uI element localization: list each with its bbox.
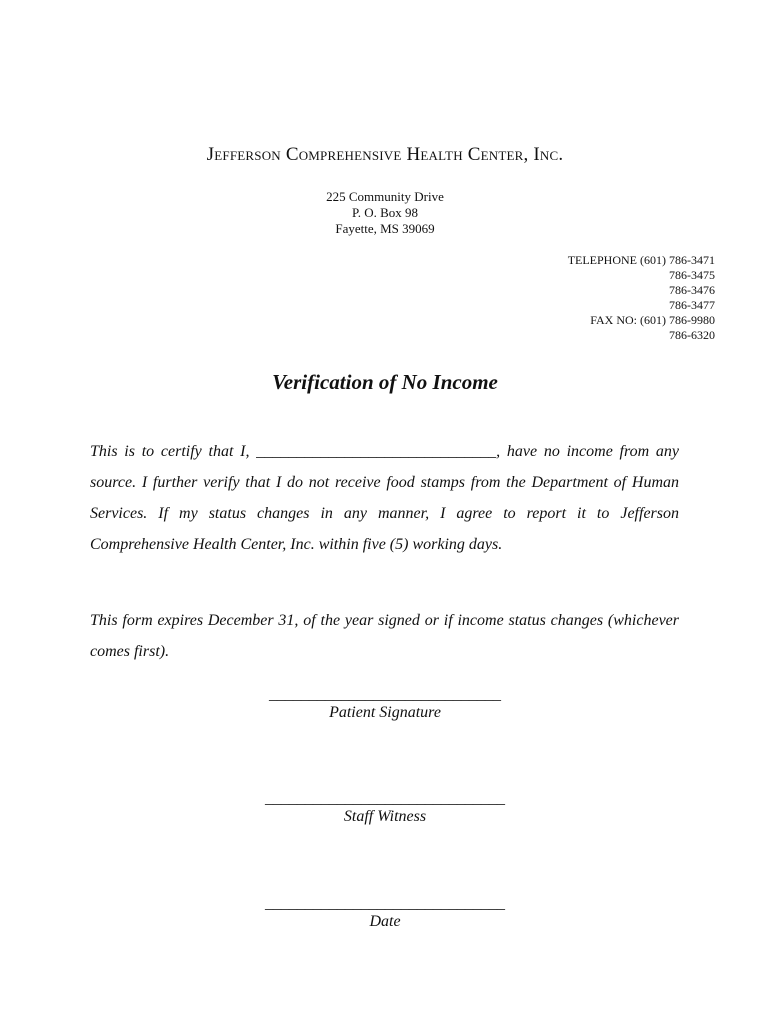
staff-witness-block [0, 791, 770, 827]
address-street: 225 Community Drive [326, 189, 444, 204]
telephone-line: 786-3475 [669, 268, 715, 282]
certification-paragraph: This is to certify that I, ______________________________, have no income from any source. I further verify that I do not receive food stamps from the Department of Human Services. If my status changes in any manner, I agree to report it to Jefferson Comprehensive Health Center, Inc. within five (5) working days. [90, 443, 679, 553]
telephone-line: TELEPHONE (601) 786-3471 [567, 253, 715, 267]
date-block [0, 896, 770, 932]
organization-name: Jefferson Comprehensive Health Center, Inc. [206, 144, 564, 165]
fax-line: FAX NO: (601) 786-9980 [590, 313, 715, 327]
contact-numbers [568, 253, 715, 343]
date-line: ______________________________ [265, 895, 505, 912]
fax-line: 786-6320 [669, 328, 715, 342]
address-city: Fayette, MS 39069 [335, 221, 435, 236]
staff-witness-label: Staff Witness [343, 808, 427, 825]
telephone-line: 786-3476 [669, 283, 715, 297]
patient-signature-line: _____________________________ [269, 686, 501, 703]
address-po-box: P. O. Box 98 [351, 205, 419, 220]
patient-signature-block [0, 687, 770, 723]
patient-signature-label: Patient Signature [329, 704, 441, 721]
address-block [0, 189, 770, 237]
expiration-paragraph: This form expires December 31, of the year signed or if income status changes (whichever comes first). [90, 612, 679, 660]
document-title: Verification of No Income [272, 370, 498, 394]
date-label: Date [369, 913, 401, 930]
staff-witness-line: ______________________________ [265, 790, 505, 807]
telephone-line: 786-3477 [669, 298, 715, 312]
